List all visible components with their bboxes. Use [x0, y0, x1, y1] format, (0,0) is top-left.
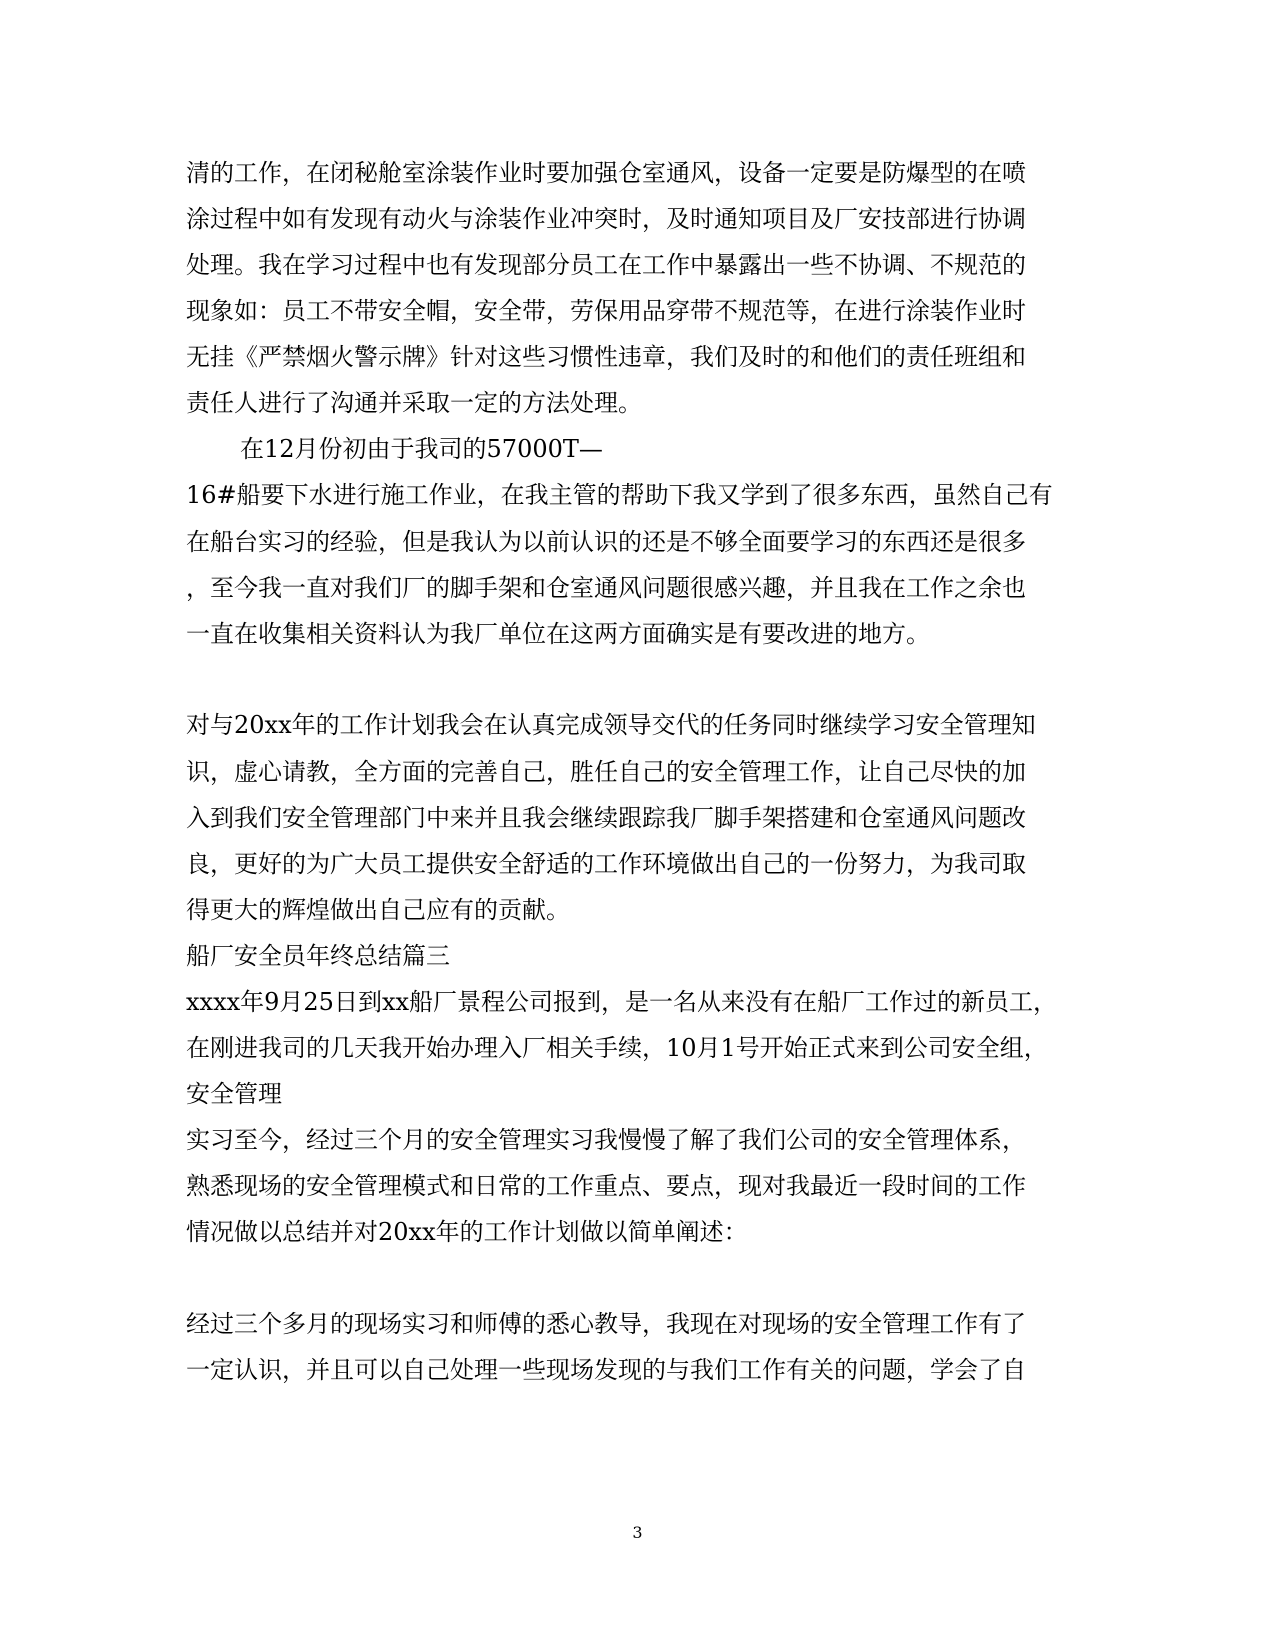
text-line-6: 责任人进行了沟通并采取一定的方法处理。	[186, 389, 642, 417]
text-line-11: 一直在收集相关资料认为我厂单位在这两方面确实是有要改进的地方。	[186, 620, 930, 648]
text-line-25: 一定认识，并且可以自己处理一些现场发现的与我们工作有关的问题，学会了自	[186, 1356, 1026, 1384]
text-line-5: 无挂《严禁烟火警示牌》针对这些习惯性违章，我们及时的和他们的责任班组和	[186, 343, 1026, 371]
text-line-23: 情况做以总结并对20xx年的工作计划做以简单阐述：	[186, 1218, 748, 1246]
text-line-14: 入到我们安全管理部门中来并且我会继续跟踪我厂脚手架搭建和仓室通风问题改	[186, 804, 1026, 832]
text-line-9: 在船台实习的经验，但是我认为以前认识的还是不够全面要学习的东西还是很多	[186, 528, 1026, 556]
text-line-18: xxxx年9月25日到xx船厂景程公司报到，是一名从来没有在船厂工作过的新员工，	[186, 988, 1058, 1016]
section-heading: 船厂安全员年终总结篇三	[186, 942, 450, 970]
text-line-1: 清的工作，在闭秘舱室涂装作业时要加强仓室通风，设备一定要是防爆型的在喷	[186, 159, 1026, 187]
text-line-19: 在刚进我司的几天我开始办理入厂相关手续，10月1号开始正式来到公司安全组，	[186, 1034, 1048, 1062]
text-line-20: 安全管理	[186, 1080, 282, 1108]
text-line-24: 经过三个多月的现场实习和师傅的悉心教导，我现在对现场的安全管理工作有了	[186, 1310, 1026, 1338]
text-line-3: 处理。我在学习过程中也有发现部分员工在工作中暴露出一些不协调、不规范的	[186, 251, 1026, 279]
text-line-8: 16#船要下水进行施工作业，在我主管的帮助下我又学到了很多东西，虽然自己有	[186, 481, 1053, 509]
text-line-4: 现象如：员工不带安全帽，安全带，劳保用品穿带不规范等，在进行涂装作业时	[186, 297, 1026, 325]
page-number: 3	[632, 1523, 643, 1542]
text-line-22: 熟悉现场的安全管理模式和日常的工作重点、要点，现对我最近一段时间的工作	[186, 1172, 1026, 1200]
text-line-7: 在12月份初由于我司的57000T—	[240, 435, 603, 463]
text-line-2: 涂过程中如有发现有动火与涂装作业冲突时，及时通知项目及厂安技部进行协调	[186, 205, 1026, 233]
text-line-10: ，至今我一直对我们厂的脚手架和仓室通风问题很感兴趣，并且我在工作之余也	[186, 574, 1026, 602]
text-line-13: 识，虚心请教，全方面的完善自己，胜任自己的安全管理工作，让自己尽快的加	[186, 758, 1026, 786]
text-line-16: 得更大的辉煌做出自己应有的贡献。	[186, 896, 570, 924]
text-line-21: 实习至今，经过三个月的安全管理实习我慢慢了解了我们公司的安全管理体系，	[186, 1126, 1026, 1154]
text-line-15: 良，更好的为广大员工提供安全舒适的工作环境做出自己的一份努力，为我司取	[186, 850, 1026, 878]
text-line-12: 对与20xx年的工作计划我会在认真完成领导交代的任务同时继续学习安全管理知	[186, 711, 1036, 739]
